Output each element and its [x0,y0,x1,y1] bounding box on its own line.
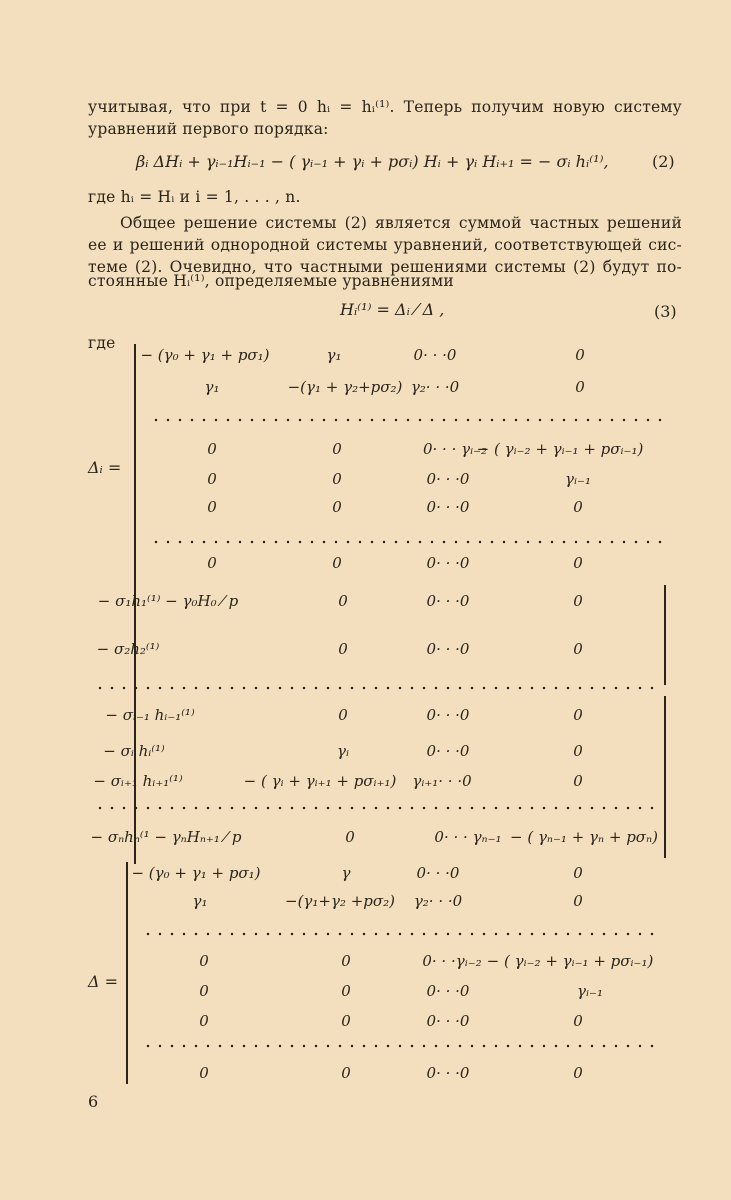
delta-dots-row-2 [142,1044,662,1048]
paragraph-line-4: стоянные Hᵢ⁽¹⁾, определяемые уравнениями [88,272,454,290]
delta-i-cell-r6-c3: 0· · ·0 [426,554,470,572]
delta-i-label: Δᵢ = [88,458,122,477]
delta-i-cell-r4-c2: 0 [332,470,342,488]
delta-cell-r5-c1: 0 [199,1012,209,1030]
delta-i-cell-r11-c3: γᵢ₊₁· · ·0 [412,772,472,790]
delta-i-cell-r1-c2: γ₁ [326,346,342,364]
delta-cell-r2-c3: γ₂· · ·0 [413,892,463,910]
delta-i-cell-r5-c1: 0 [207,498,217,516]
delta-i-cell-r6-c4: 0 [573,554,583,572]
delta-cell-r2-c2: −(γ₁+γ₂ +pσ₂) [285,892,395,910]
delta-cell-r3-c3: 0· · ·γᵢ₋₂ [422,952,482,970]
delta-cell-r3-c4: − ( γᵢ₋₂ + γᵢ₋₁ + pσᵢ₋₁) [486,952,654,970]
delta-i-cell-r4-c3: 0· · ·0 [426,470,470,488]
delta-i-right-bar-lower2 [664,696,666,858]
delta-i-cell-r11-c2: − ( γᵢ + γᵢ₊₁ + pσᵢ₊₁) [243,772,397,790]
delta-i-cell-r7-c4: 0 [573,592,583,610]
delta-cell-r6-c4: 0 [573,1064,583,1082]
delta-i-cell-r12-c4: − ( γₙ₋₁ + γₙ + pσₙ) [510,828,658,846]
delta-i-cell-r8-c2: 0 [338,640,348,658]
delta-cell-r1-c1: − (γ₀ + γ₁ + pσ₁) [131,864,261,882]
delta-i-cell-r5-c2: 0 [332,498,342,516]
delta-cell-r1-c3: 0· · ·0 [416,864,460,882]
delta-i-cell-r7-c3: 0· · ·0 [426,592,470,610]
where-label-2: где [88,334,116,352]
delta-cell-r2-c4: 0 [573,892,583,910]
delta-i-cell-r10-c2: γᵢ [337,742,349,760]
delta-i-cell-r9-c3: 0· · ·0 [426,706,470,724]
delta-i-cell-r9-c1: − σᵢ₋₁ hᵢ₋₁⁽¹⁾ [105,706,195,724]
delta-cell-r4-c3: 0· · ·0 [426,982,470,1000]
where-line: где hᵢ = Hᵢ и i = 1, . . . , n. [88,188,301,206]
delta-i-cell-r8-c1: − σ₂h₂⁽¹⁾ [96,640,160,658]
text-line-2: уравнений первого порядка: [88,120,329,138]
delta-cell-r1-c4: 0 [573,864,583,882]
delta-i-right-bar-lower [664,585,666,685]
delta-cell-r4-c2: 0 [341,982,351,1000]
delta-i-cell-r2-c3: γ₂· · ·0 [410,378,460,396]
delta-cell-r5-c4: 0 [573,1012,583,1030]
delta-cell-r5-c2: 0 [341,1012,351,1030]
delta-i-cell-r11-c1: − σᵢ₊₁ hᵢ₊₁⁽¹⁾ [93,772,183,790]
delta-cell-r6-c3: 0· · ·0 [426,1064,470,1082]
paragraph-line-2: ее и решений однородной системы уравнений, соответствующей сис- [88,236,682,254]
delta-i-cell-r2-c1: γ₁ [204,378,220,396]
delta-i-dots-row-3 [94,686,654,690]
delta-i-cell-r10-c3: 0· · ·0 [426,742,470,760]
delta-i-cell-r9-c2: 0 [338,706,348,724]
delta-i-dots-row-2 [150,540,666,544]
page-number: 6 [88,1092,99,1111]
delta-i-cell-r3-c2: 0 [332,440,342,458]
delta-i-cell-r5-c4: 0 [573,498,583,516]
delta-i-cell-r6-c2: 0 [332,554,342,572]
delta-cell-r1-c2: γ [341,864,351,882]
delta-cell-r3-c1: 0 [199,952,209,970]
delta-i-cell-r8-c4: 0 [573,640,583,658]
delta-i-cell-r2-c2: −(γ₁ + γ₂+pσ₂) [287,378,403,396]
delta-cell-r6-c1: 0 [199,1064,209,1082]
delta-i-cell-r11-c4: 0 [573,772,583,790]
delta-cell-r4-c1: 0 [199,982,209,1000]
equation-2: βᵢ ΔHᵢ + γᵢ₋₁Hᵢ₋₁ − ( γᵢ₋₁ + γᵢ + pσᵢ) Hᵢ + γᵢ Hᵢ₊₁ = − σᵢ hᵢ⁽¹⁾, [136,152,609,171]
delta-cell-r4-c4: γᵢ₋₁ [577,982,603,1000]
delta-i-dots-row-4 [94,806,654,810]
delta-i-cell-r1-c4: 0 [575,346,585,364]
delta-dots-row-1 [142,932,662,936]
delta-i-cell-r2-c4: 0 [575,378,585,396]
delta-i-cell-r10-c1: − σᵢ hᵢ⁽¹⁾ [103,742,165,760]
delta-i-cell-r1-c1: − (γ₀ + γ₁ + pσ₁) [140,346,270,364]
delta-i-dots-row-1 [150,418,666,422]
paragraph-line-1: Общее решение системы (2) является суммой частных решений [120,214,682,232]
delta-i-cell-r1-c3: 0· · ·0 [413,346,457,364]
delta-i-cell-r3-c1: 0 [207,440,217,458]
delta-i-cell-r8-c3: 0· · ·0 [426,640,470,658]
equation-3: Hᵢ⁽¹⁾ = Δᵢ ⁄ Δ , [340,300,445,319]
delta-i-cell-r6-c1: 0 [207,554,217,572]
text-line-1: учитывая, что при t = 0 hᵢ = hᵢ⁽¹⁾. Теперь получим новую систему [88,98,682,116]
delta-i-cell-r12-c1: − σₙhₙ⁽¹ − γₙHₙ₊₁ ⁄ p [90,828,242,846]
delta-cell-r5-c3: 0· · ·0 [426,1012,470,1030]
equation-2-number: (2) [652,152,675,171]
paragraph-line-3: теме (2). Очевидно, что частными решениями системы (2) будут по- [88,258,682,276]
delta-i-cell-r7-c2: 0 [338,592,348,610]
delta-i-cell-r4-c1: 0 [207,470,217,488]
equation-3-number: (3) [654,302,677,321]
delta-left-bar [126,862,128,1084]
delta-cell-r6-c2: 0 [341,1064,351,1082]
delta-i-cell-r7-c1: − σ₁h₁⁽¹⁾ − γ₀H₀ ⁄ p [97,592,239,610]
delta-i-cell-r3-c4: − ( γᵢ₋₂ + γᵢ₋₁ + pσᵢ₋₁) [476,440,644,458]
delta-i-cell-r5-c3: 0· · ·0 [426,498,470,516]
delta-i-cell-r12-c3: 0· · · γₙ₋₁ [434,828,502,846]
delta-cell-r2-c1: γ₁ [192,892,208,910]
delta-cell-r3-c2: 0 [341,952,351,970]
delta-label: Δ = [88,972,119,991]
delta-i-cell-r4-c4: γᵢ₋₁ [565,470,591,488]
delta-i-cell-r12-c2: 0 [345,828,355,846]
delta-i-cell-r3-c3: 0· · · γᵢ₋₂ [422,440,488,458]
delta-i-cell-r10-c4: 0 [573,742,583,760]
delta-i-cell-r9-c4: 0 [573,706,583,724]
